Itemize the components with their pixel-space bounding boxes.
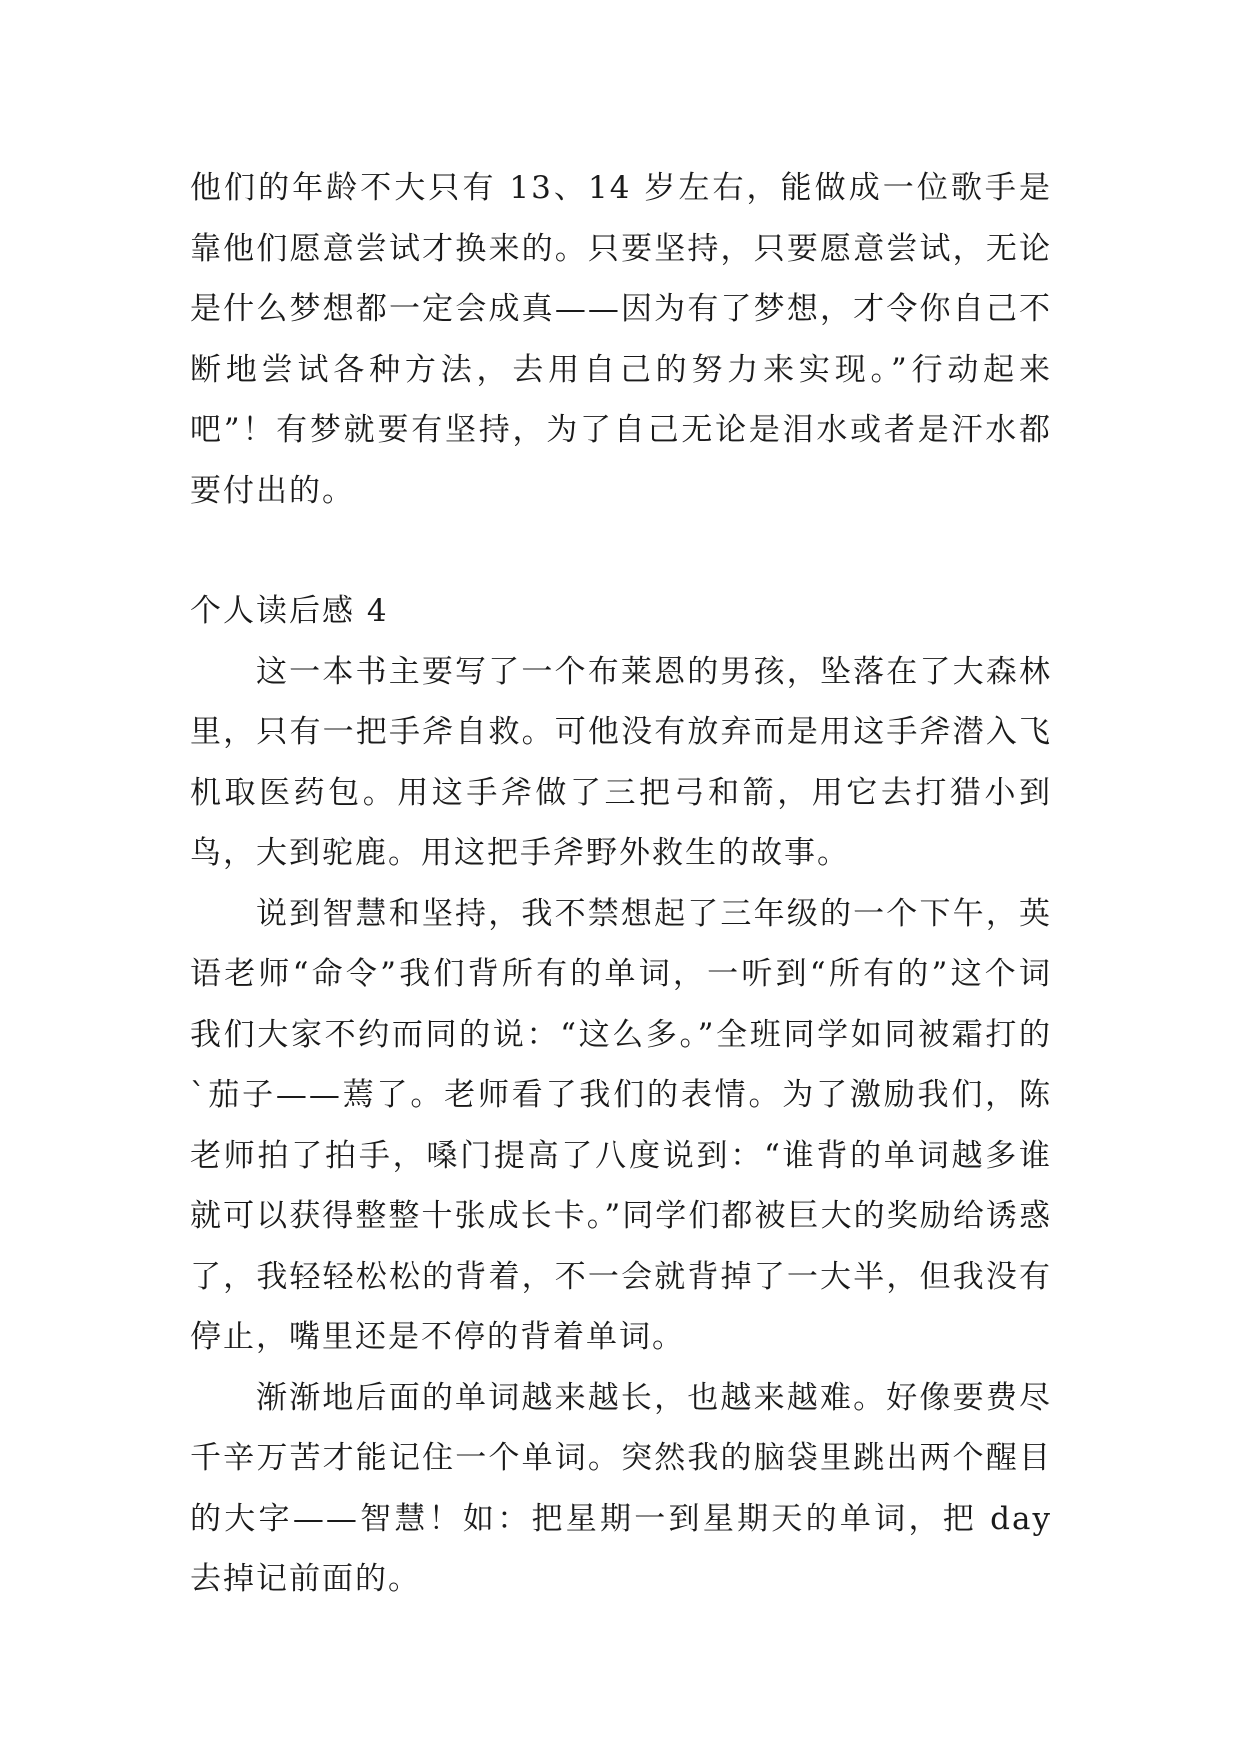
body-paragraph-2: 说到智慧和坚持，我不禁想起了三年级的一个下午，英语老师“命令”我们背所有的单词，一听到“所有的”这个词我们大家不约而同的说：“这么多。”全班同学如同被霜打的`茄子——蔫了。老师看了我们的表情。为了激励我们，陈老师拍了拍手，嗓门提高了八度说到：“谁背的单词越多谁就可以获得整整十张成长卡。”同学们都被巨大的奖励给诱惑了，我轻轻松松的背着，不一会就背掉了一大半，但我没有停止，嘴里还是不停的背着单词。 [190, 895, 1052, 1355]
document-body [190, 158, 1052, 1610]
intro-paragraph: 他们的年龄不大只有 13、14 岁左右，能做成一位歌手是靠他们愿意尝试才换来的。只要坚持，只要愿意尝试，无论是什么梦想都一定会成真——因为有了梦想，才令你自己不断地尝试各种方法，去用自己的努力来实现。”行动起来吧”！有梦就要有坚持，为了自己无论是泪水或者是汗水都要付出的。 [190, 170, 1052, 509]
body-paragraph-1: 这一本书主要写了一个布莱恩的男孩，坠落在了大森林里，只有一把手斧自救。可他没有放弃而是用这手斧潜入飞机取医药包。用这手斧做了三把弓和箭，用它去打猎小到鸟，大到驼鹿。用这把手斧野外救生的故事。 [190, 653, 1052, 871]
body-paragraph-3: 渐渐地后面的单词越来越长，也越来越难。好像要费尽千辛万苦才能记住一个单词。突然我的脑袋里跳出两个醒目的大字——智慧！如：把星期一到星期天的单词，把 day 去掉记前面的。 [190, 1379, 1052, 1597]
section-title: 个人读后感 4 [190, 593, 389, 629]
